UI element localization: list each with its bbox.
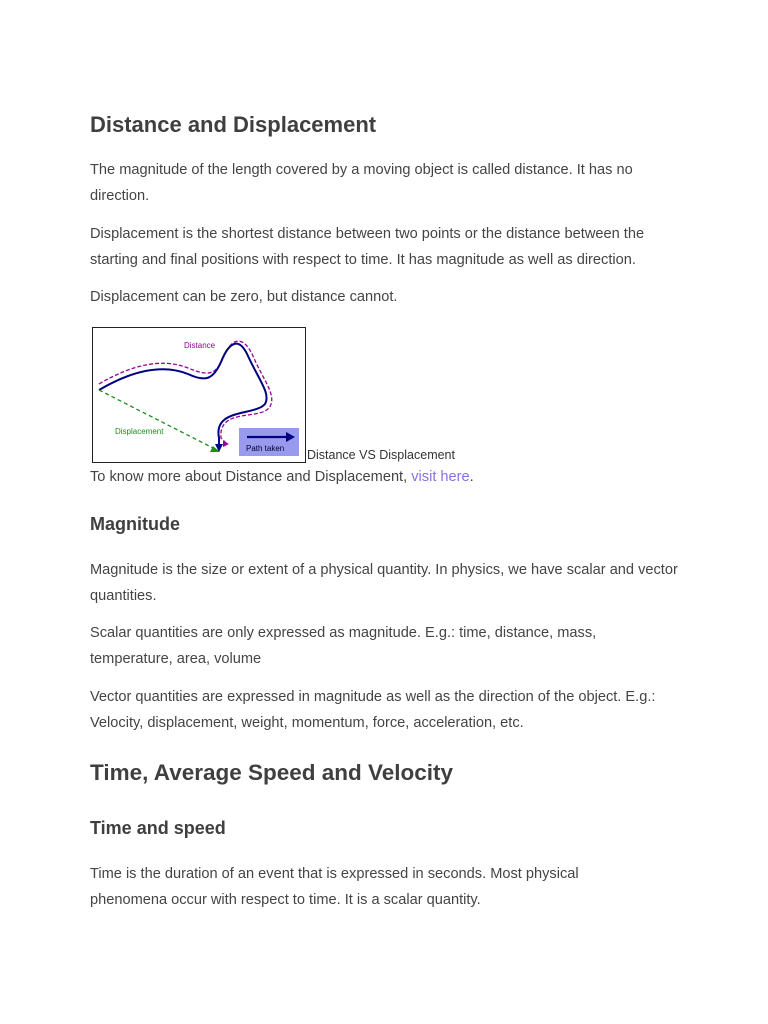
displacement-line xyxy=(99,390,217,450)
label-path-taken: Path taken xyxy=(246,444,285,453)
distance-displacement-diagram xyxy=(93,328,305,462)
paragraph-vector-quantities: Vector quantities are expressed in magnitude as well as the direction of the object. E.g.: Velocity, displacement, weight, momentum, force, acceleration, etc. xyxy=(90,689,656,731)
distance-displacement-figure xyxy=(92,327,306,463)
paragraph-scalar-quantities: Scalar quantities are only expressed as magnitude. E.g.: time, distance, mass, temperature, area, volume xyxy=(90,625,597,667)
know-more-text: To know more about Distance and Displacement, xyxy=(90,469,412,485)
distance-arrowhead xyxy=(223,441,229,447)
heading-time-speed-velocity: Time, Average Speed and Velocity xyxy=(90,760,454,785)
heading-distance-displacement: Distance and Displacement xyxy=(90,112,377,137)
know-more-suffix: . xyxy=(469,469,474,485)
paragraph-displacement-zero: Displacement can be zero, but distance cannot. xyxy=(90,289,398,305)
figure-caption: Distance VS Displacement xyxy=(307,448,455,462)
paragraph-time-definition: Time is the duration of an event that is expressed in seconds. Most physical phenomena occur with respect to time. It is a scalar quantity. xyxy=(90,866,579,908)
heading-time-and-speed: Time and speed xyxy=(90,818,226,838)
paragraph-magnitude-definition: Magnitude is the size or extent of a physical quantity. In physics, we have scalar and vector quantities. xyxy=(90,562,678,604)
heading-magnitude: Magnitude xyxy=(90,514,180,534)
visit-here-link[interactable]: visit here xyxy=(411,469,470,485)
label-displacement: Displacement xyxy=(115,427,164,436)
paragraph-know-more xyxy=(90,464,474,490)
paragraph-displacement-definition: Displacement is the shortest distance between two points or the distance between the starting and final positions with respect to time. It has magnitude as well as direction. xyxy=(90,226,645,268)
paragraph-distance-definition: The magnitude of the length covered by a moving object is called distance. It has no direction. xyxy=(90,162,633,204)
label-distance: Distance xyxy=(184,341,216,350)
